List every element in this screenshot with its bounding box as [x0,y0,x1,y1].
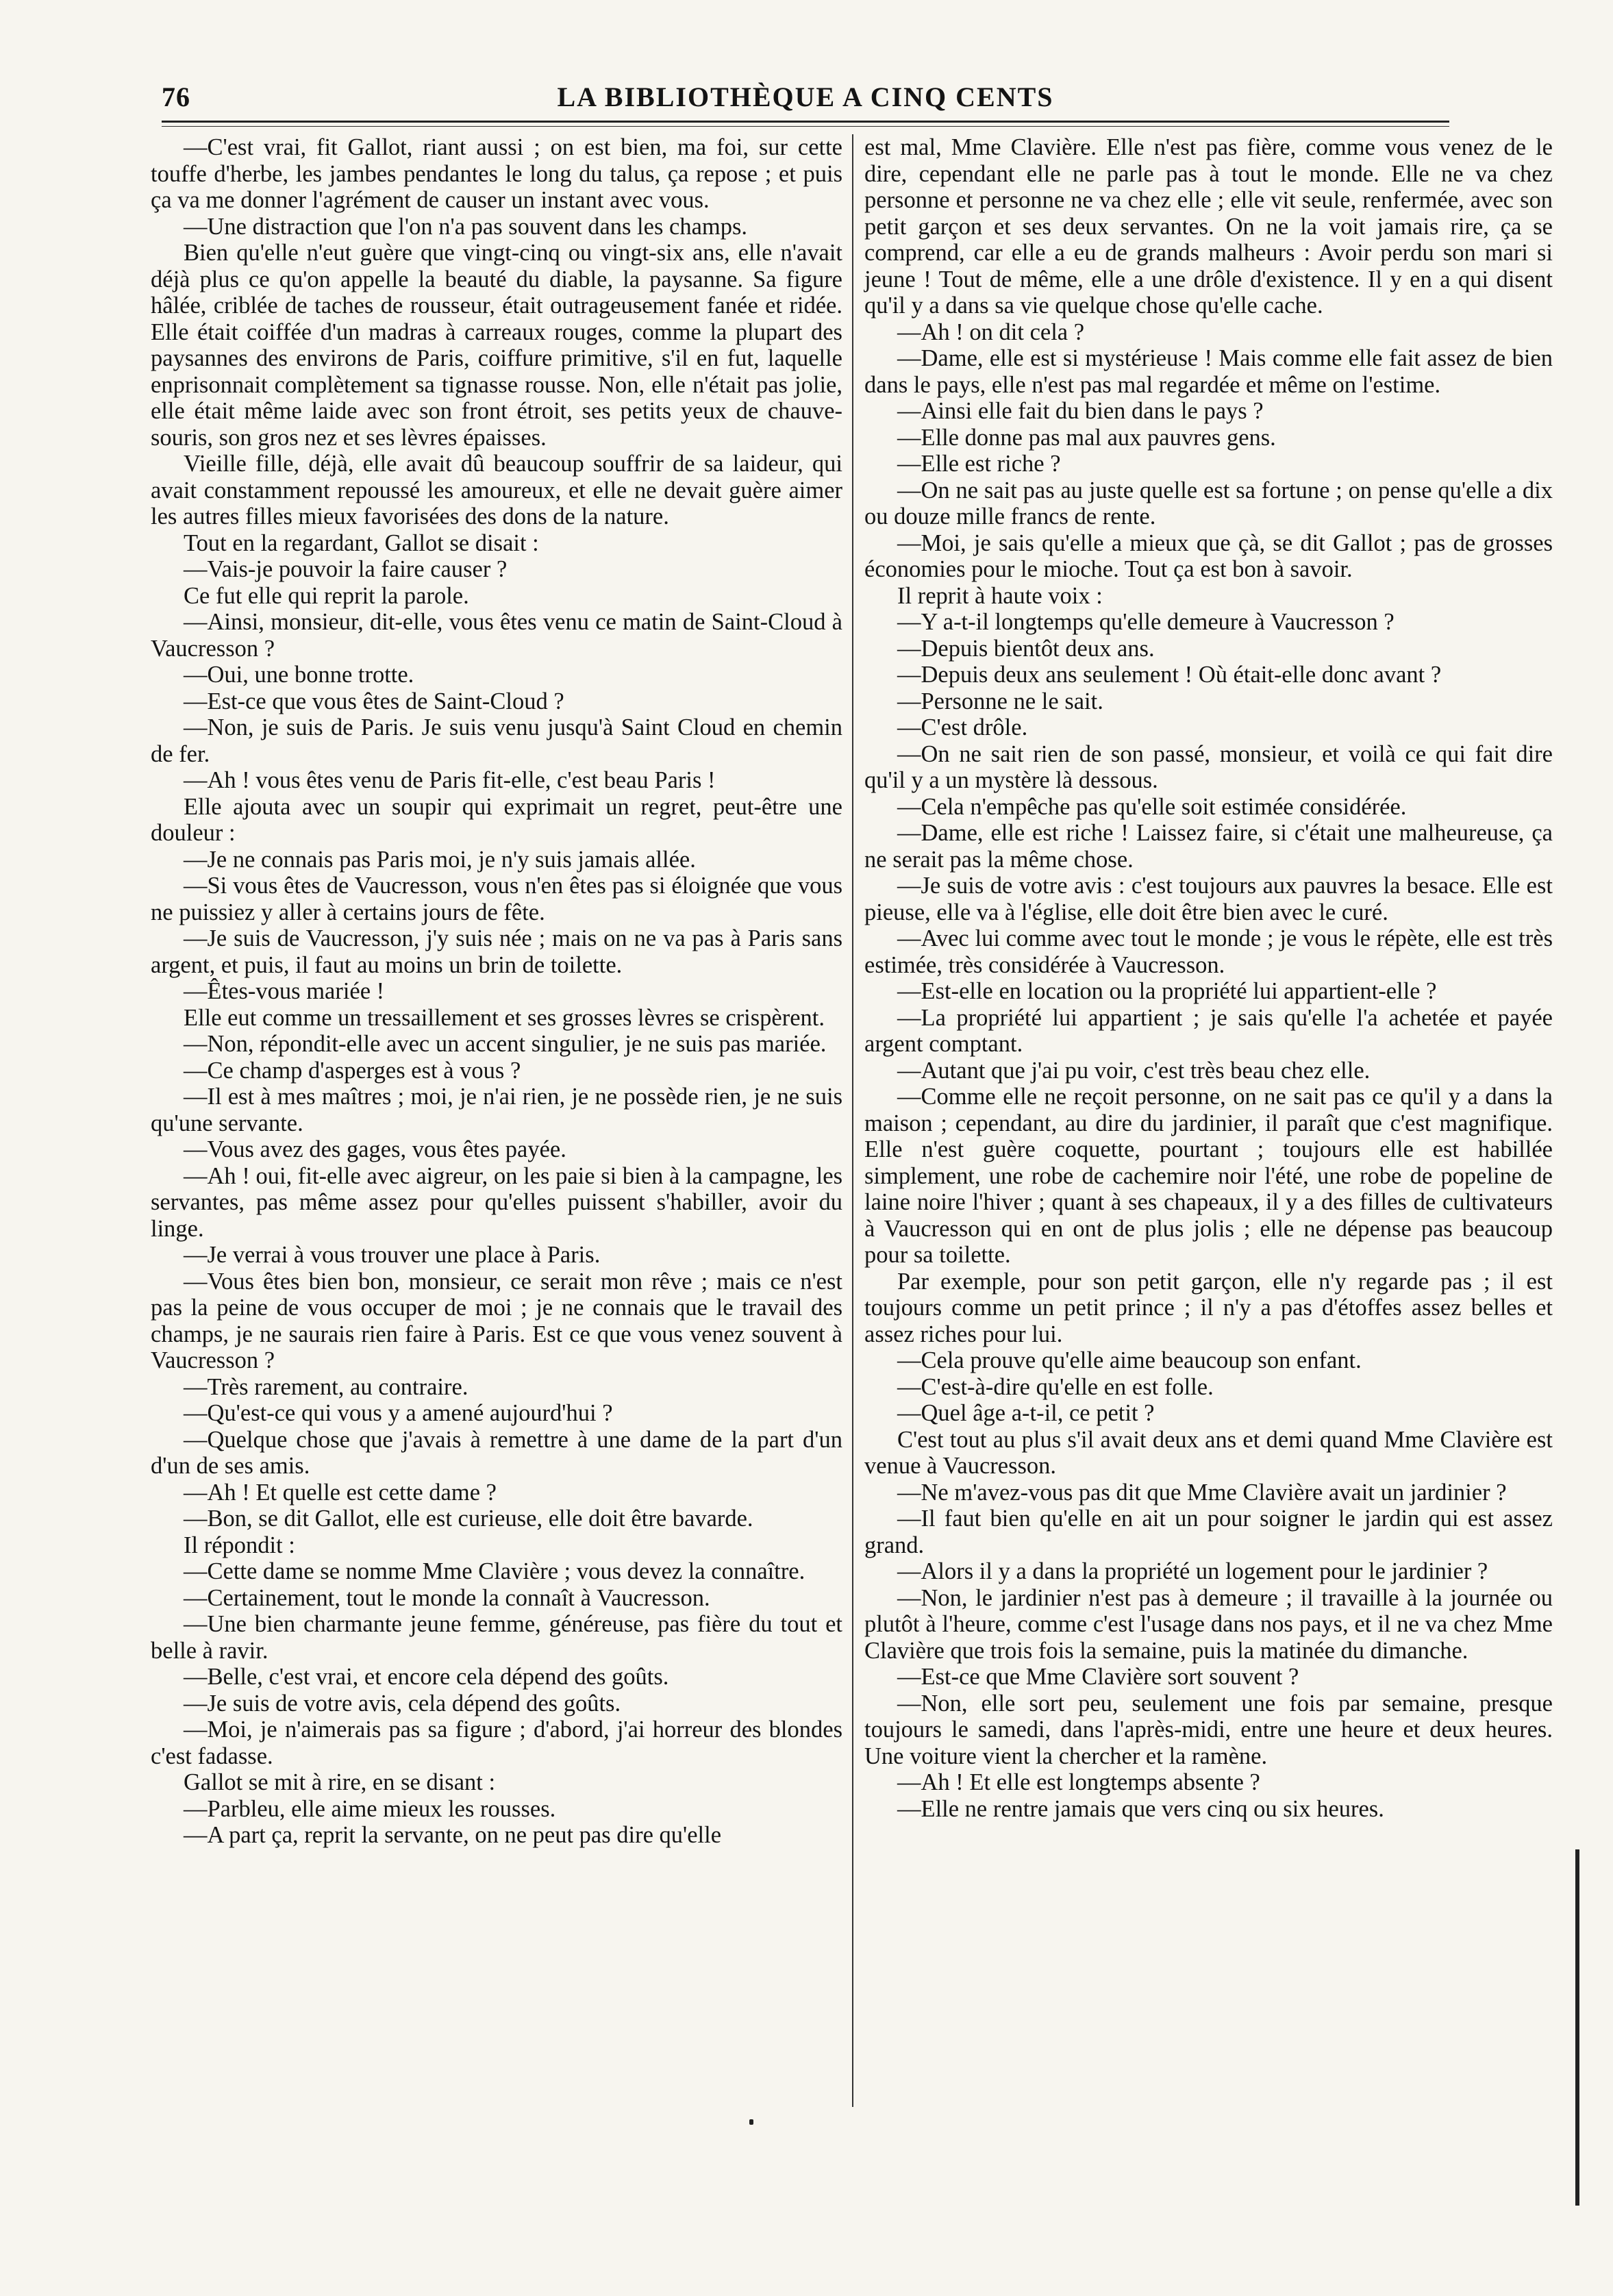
paragraph: Par exemple, pour son petit garçon, elle n'y regarde pas ; il est toujours comme un petit prince ; il n'y a pas d'étoffes assez belles et assez riches pour lui. [864,1268,1553,1347]
paragraph: —On ne sait rien de son passé, monsieur, et voilà ce qui fait dire qu'il y a un mystère là dessous. [864,740,1553,793]
paragraph: —Quelque chose que j'avais à remettre à une dame de la part d'un d'un de ses amis. [151,1426,842,1479]
paragraph: Elle ajouta avec un soupir qui exprimait un regret, peut-être une douleur : [151,793,842,846]
paragraph: —Dame, elle est si mystérieuse ! Mais comme elle fait assez de bien dans le pays, elle n'est pas mal regardée et même on l'estime. [864,345,1553,398]
paragraph: —Je ne connais pas Paris moi, je n'y suis jamais allée. [184,846,696,873]
paragraph: C'est tout au plus s'il avait deux ans et demi quand Mme Clavière est venue à Vaucresson. [864,1426,1553,1479]
paragraph: —Qu'est-ce qui vous y a amené aujourd'hui ? [184,1400,613,1426]
page-number: 76 [162,82,190,112]
paragraph: Bien qu'elle n'eut guère que vingt-cinq ou vingt-six ans, elle n'avait déjà plus ce qu'on appelle la beauté du diable, la paysanne. Sa figure hâlée, criblée de taches de rousseur, était outrageusement fanée et ridée. Elle était coiffée d'un madras à carreaux rouges, comme la plupart des paysannes des environs de Paris, coiffure primitive, s'il en fut, laquelle enprisonnait complètement sa tignasse rousse. Non, elle n'était pas jolie, elle était même laide avec son front étroit, ses petits yeux de chauve-souris, son gros nez et ses lèvres épaisses. [151,240,842,451]
paragraph: —Vous êtes bien bon, monsieur, ce serait mon rêve ; mais ce n'est pas la peine de vous occuper de moi ; je ne connais que le travail des champs, je ne saurais rien faire à Paris. Est ce que vous venez souvent à Vaucresson ? [151,1268,842,1373]
paragraph: —Y a-t-il longtemps qu'elle demeure à Vaucresson ? [897,609,1395,635]
paragraph: —Depuis bientôt deux ans. [897,635,1155,662]
paragraph: —Ah ! Et elle est longtemps absente ? [897,1769,1260,1795]
paragraph: —Autant que j'ai pu voir, c'est très beau chez elle. [897,1057,1371,1084]
paragraph: —Ainsi, monsieur, dit-elle, vous êtes venu ce matin de Saint-Cloud à Vaucresson ? [151,609,842,662]
paragraph: —A part ça, reprit la servante, on ne peut pas dire qu'elle [184,1822,722,1848]
paragraph: —Alors il y a dans la propriété un logement pour le jardinier ? [897,1558,1488,1584]
paragraph: —Ce champ d'asperges est à vous ? [184,1057,521,1084]
paragraph: —Une distraction que l'on n'a pas souvent dans les champs. [184,213,748,240]
paragraph: —Est-ce que Mme Clavière sort souvent ? [897,1664,1299,1690]
paragraph: —Ainsi elle fait du bien dans le pays ? [897,398,1264,424]
paragraph: —Depuis deux ans seulement ! Où était-elle donc avant ? [897,662,1442,688]
paragraph: —C'est-à-dire qu'elle en est folle. [897,1373,1214,1400]
paragraph: est mal, Mme Clavière. Elle n'est pas fière, comme vous venez de le dire, cependant elle ne parle pas à tout le monde. Elle ne va chez personne et personne ne va chez elle ; elle vit seule, renfermée, avec son petit garçon et ses deux servantes. On ne la voit jamais rire, ça se comprend, car elle a eu de grands malheurs : Avoir perdu son mari si jeune ! Tout de même, elle a une drôle d'existence. Il y en a qui disent qu'il y a dans sa vie quelque chose qu'elle cache. [864,134,1553,319]
paragraph: —Si vous êtes de Vaucresson, vous n'en êtes pas si éloignée que vous ne puissiez y aller à certains jours de fête. [151,873,842,925]
paragraph: —Est-ce que vous êtes de Saint-Cloud ? [184,688,564,714]
paragraph: —Une bien charmante jeune femme, généreuse, pas fière du tout et belle à ravir. [151,1611,842,1664]
paragraph: —Dame, elle est riche ! Laissez faire, si c'était une malheureuse, ça ne serait pas la même chose. [864,820,1553,873]
paragraph: —Non, elle sort peu, seulement une fois par semaine, presque toujours le samedi, dans l'après-midi, entre une heure et deux heures. Une voiture vient la chercher et la ramène. [864,1690,1553,1769]
paragraph: —Elle donne pas mal aux pauvres gens. [897,424,1276,451]
header-rule [162,121,1449,123]
paragraph: —Ah ! vous êtes venu de Paris fit-elle, c'est beau Paris ! [184,767,716,793]
paragraph: —On ne sait pas au juste quelle est sa fortune ; on pense qu'elle a dix ou douze mille francs de rente. [864,477,1553,529]
paragraph: —Vous avez des gages, vous êtes payée. [184,1136,566,1162]
paragraph: —Moi, je sais qu'elle a mieux que çà, se dit Gallot ; pas de grosses économies pour le mioche. Tout ça est bon à savoir. [864,529,1553,582]
paragraph: —Quel âge a-t-il, ce petit ? [897,1400,1155,1426]
paragraph: Il reprit à haute voix : [897,582,1103,609]
paragraph: —Vais-je pouvoir la faire causer ? [184,556,508,582]
header-rule-thin [162,126,1449,127]
page-header [162,81,1449,122]
text-column-right [864,134,1553,1822]
text-column-left [151,134,842,1849]
paragraph: —C'est drôle. [897,714,1028,740]
paragraph: —Moi, je n'aimerais pas sa figure ; d'abord, j'ai horreur des blondes c'est fadasse. [151,1717,842,1769]
paragraph: —Cela n'empêche pas qu'elle soit estimée considérée. [897,793,1407,820]
paragraph: —C'est vrai, fit Gallot, riant aussi ; on est bien, ma foi, sur cette touffe d'herbe, les jambes pendantes le long du talus, ça repose ; et puis ça va me donner l'agrément de causer un instant avec vous. [151,134,842,213]
paragraph: —Elle ne rentre jamais que vers cinq ou six heures. [897,1795,1384,1822]
paragraph: —Oui, une bonne trotte. [184,662,414,688]
paragraph: Gallot se mit à rire, en se disant : [184,1769,496,1795]
paragraph: —Non, je suis de Paris. Je suis venu jusqu'à Saint Cloud en chemin de fer. [151,714,842,767]
paragraph: —Personne ne le sait. [897,688,1103,714]
paragraph: —Est-elle en location ou la propriété lui appartient-elle ? [897,978,1437,1004]
paragraph: —Ah ! on dit cela ? [897,319,1085,345]
paragraph: —Avec lui comme avec tout le monde ; je vous le répète, elle est très estimée, très considérée à Vaucresson. [864,925,1553,978]
paragraph: —Belle, c'est vrai, et encore cela dépend des goûts. [184,1664,669,1690]
paragraph: —Certainement, tout le monde la connaît à Vaucresson. [184,1584,710,1611]
paragraph: Tout en la regardant, Gallot se disait : [184,529,539,556]
paragraph: —La propriété lui appartient ; je sais qu'elle l'a achetée et payée argent comptant. [864,1004,1553,1057]
paragraph: —Cela prouve qu'elle aime beaucoup son enfant. [897,1347,1362,1373]
paragraph: —Ne m'avez-vous pas dit que Mme Clavière avait un jardinier ? [897,1479,1507,1506]
paragraph: —Cette dame se nomme Mme Clavière ; vous devez la connaître. [184,1558,805,1584]
paragraph: —Comme elle ne reçoit personne, on ne sait pas ce qu'il y a dans la maison ; cependant, au dire du jardinier, il paraît que c'est magnifique. Elle n'est guère coquette, pourtant ; toujours elle est habillée simplement, une robe de cachemire noir l'été, une robe de popeline de laine noire l'hiver ; quant à ses chapeaux, il y a des filles de cultivateurs à Vaucresson qui en ont de plus jolis ; elle ne dépense pas beaucoup pour sa toilette. [864,1084,1553,1268]
paragraph: —Ah ! oui, fit-elle avec aigreur, on les paie si bien à la campagne, les servantes, pas même assez pour qu'elles puissent s'habiller, avoir du linge. [151,1162,842,1242]
paragraph: Elle eut comme un tressaillement et ses grosses lèvres se crispèrent. [184,1004,825,1031]
paragraph: —Je verrai à vous trouver une place à Paris. [184,1242,601,1268]
paragraph: Il répondit : [184,1532,295,1558]
paragraph: —Elle est riche ? [897,451,1061,477]
paragraph: —Il faut bien qu'elle en ait un pour soigner le jardin qui est assez grand. [864,1506,1553,1558]
paragraph: —Ah ! Et quelle est cette dame ? [184,1479,497,1506]
paragraph: —Il est à mes maîtres ; moi, je n'ai rien, je ne possède rien, je ne suis qu'une servante. [151,1084,842,1136]
paragraph: —Êtes-vous mariée ! [184,978,385,1004]
paragraph: —Je suis de Vaucresson, j'y suis née ; mais on ne va pas à Paris sans argent, et puis, il faut au moins un brin de toilette. [151,925,842,978]
paragraph: —Je suis de votre avis, cela dépend des goûts. [184,1690,621,1717]
paragraph: —Non, répondit-elle avec un accent singulier, je ne suis pas mariée. [184,1031,827,1057]
running-title: LA BIBLIOTHÈQUE A CINQ CENTS [557,82,1054,112]
paragraph: —Parbleu, elle aime mieux les rousses. [184,1795,556,1822]
page-edge-mark [1575,1849,1579,2206]
paragraph: —Non, le jardinier n'est pas à demeure ; il travaille à la journée ou plutôt à l'heure, comme c'est l'usage dans nos pays, et il ne va chez Mme Clavière que trois fois la semaine, puis la matinée du dimanche. [864,1584,1553,1664]
paragraph: Ce fut elle qui reprit la parole. [184,582,469,609]
column-divider [852,134,853,2107]
footer-mark [749,2119,753,2125]
paragraph: Vieille fille, déjà, elle avait dû beaucoup souffrir de sa laideur, qui avait constamment repoussé les amoureux, et elle ne devait guère aimer les autres filles mieux favorisées des dons de la nature. [151,451,842,529]
paragraph: —Bon, se dit Gallot, elle est curieuse, elle doit être bavarde. [184,1506,753,1532]
paragraph: —Je suis de votre avis : c'est toujours aux pauvres la besace. Elle est pieuse, elle va à l'église, elle doit être bien avec le curé. [864,873,1553,925]
paragraph: —Très rarement, au contraire. [184,1373,468,1400]
